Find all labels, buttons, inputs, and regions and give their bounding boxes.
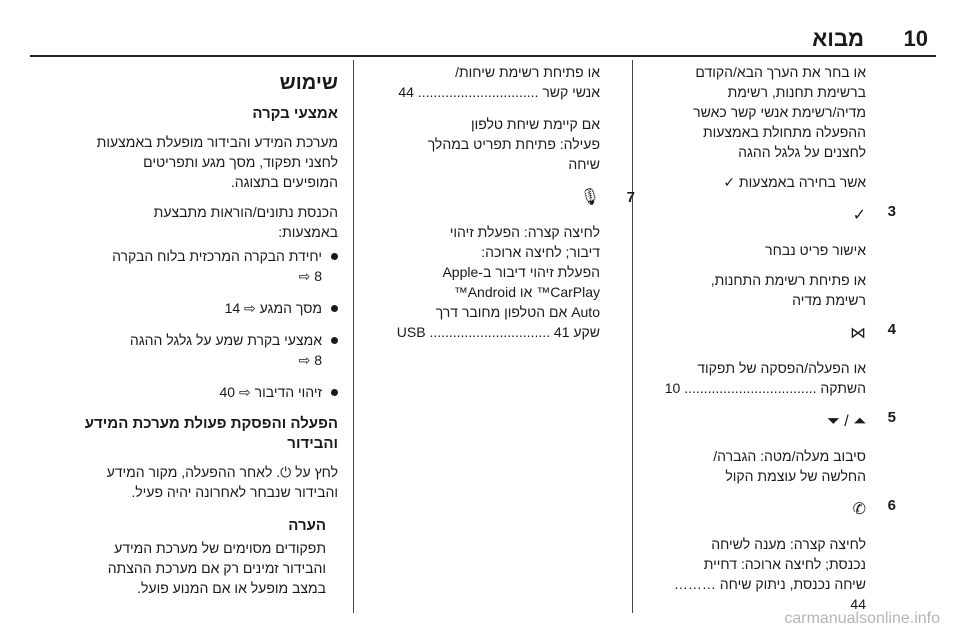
input-methods-list bbox=[70, 246, 338, 402]
header-rule bbox=[30, 55, 936, 57]
list-item: זיהוי הדיבור ⇨ 40 bbox=[70, 382, 338, 402]
list-item: יחידת הבקרה המרכזית בלוח הבקרה 8 ⇨ bbox=[70, 246, 338, 286]
page-header bbox=[0, 0, 960, 50]
paragraph-controls: מערכת המידע והבידור מופעלת באמצעות לחצני תפקוד, מסך מגע ותפריטים המופיעים בתצוגה. bbox=[96, 134, 338, 190]
item-6: 6 ✆ לחיצה קצרה: מענה לשיחה נכנסת; לחיצה ארוכה: דחיית שיחה נכנסת, ניתוק שיחה ……… 44 bbox=[673, 497, 896, 612]
list-item: אמצעי בקרת שמע על גלגל ההגה 8 ⇨ bbox=[70, 330, 338, 370]
check-icon: ✓ bbox=[852, 207, 866, 224]
item-7: 7 🎙 לחיצה קצרה: הפעלת זיהוי דיבור; לחיצה ארוכה: הפעלת זיהוי דיבור ב-Apple CarPlay™ או Android™ Auto אם הטלפון מחובר דרך שקע USB ............................... 41 bbox=[396, 189, 635, 340]
list-item: מסך המגע ⇨ 14 bbox=[70, 298, 338, 318]
item-4: 4 ⋈ או הפעלה/הפסקה של תפקוד השתקה .................................. 10 bbox=[664, 321, 896, 396]
intro-text: או בחר את הערך הבא/הקודם ברשימת תחנות, רשימת מדיה/רשימת אנשי קשר כאשר ההפעלה מתחולת באמצעות לחצנים על גלגל ההגה אשר בחירה באמצעות ✓ bbox=[660, 62, 866, 192]
left-column bbox=[70, 62, 338, 598]
volume-icon: ⏶ / ⏷ bbox=[827, 413, 866, 430]
section-title: מבוא bbox=[812, 26, 864, 51]
middle-intro: או פתיחת רשימת שיחות/ אנשי קשר ............................... 44 אם קיימת שיחת טלפון פעילה: פתיחת תפריט במהלך שיחה bbox=[398, 64, 600, 172]
note-box: הערה תפקודים מסוימים של מערכת המידע והבידור זמינים רק אם מערכת ההצתה במצב מופעל או אם המנוע פועל. bbox=[70, 516, 338, 598]
mute-icon: ⋈ bbox=[850, 325, 866, 342]
confirm-line: אשר בחירה באמצעות ✓ bbox=[723, 174, 866, 190]
phone-icon: ✆ bbox=[852, 501, 866, 518]
note-title: הערה bbox=[288, 517, 326, 534]
heading-usage: שימוש bbox=[279, 72, 338, 94]
heading-controls: אמצעי בקרה bbox=[252, 105, 338, 122]
item-5: 5 ⏶ / ⏷ סיבוב מעלה/מטה: הגברה/ החלשה של עוצמת הקול bbox=[713, 409, 896, 484]
column-divider-left bbox=[353, 60, 354, 613]
heading-power: הפעלה והפסקת פעולת מערכת המידע והבידור bbox=[84, 415, 338, 452]
voice-icon: 🎙 bbox=[579, 189, 600, 206]
watermark: carmanualsonline.info bbox=[784, 610, 940, 627]
column-divider-right bbox=[632, 60, 633, 613]
item-3: 3 ✓ אישור פריט נבחר או פתיחת רשימת התחנות, רשימת מדיה bbox=[710, 203, 896, 308]
page-number: 10 bbox=[903, 26, 928, 51]
paragraph-input: הכנסת נתונים/הוראות מתבצעת באמצעות: bbox=[153, 204, 338, 240]
paragraph-power: לחץ על ⏻. לאחר ההפעלה, מקור המידע והבידור שנבחר לאחרונה יהיה פעיל. bbox=[106, 464, 338, 500]
right-column bbox=[660, 62, 896, 614]
middle-column bbox=[360, 62, 635, 342]
